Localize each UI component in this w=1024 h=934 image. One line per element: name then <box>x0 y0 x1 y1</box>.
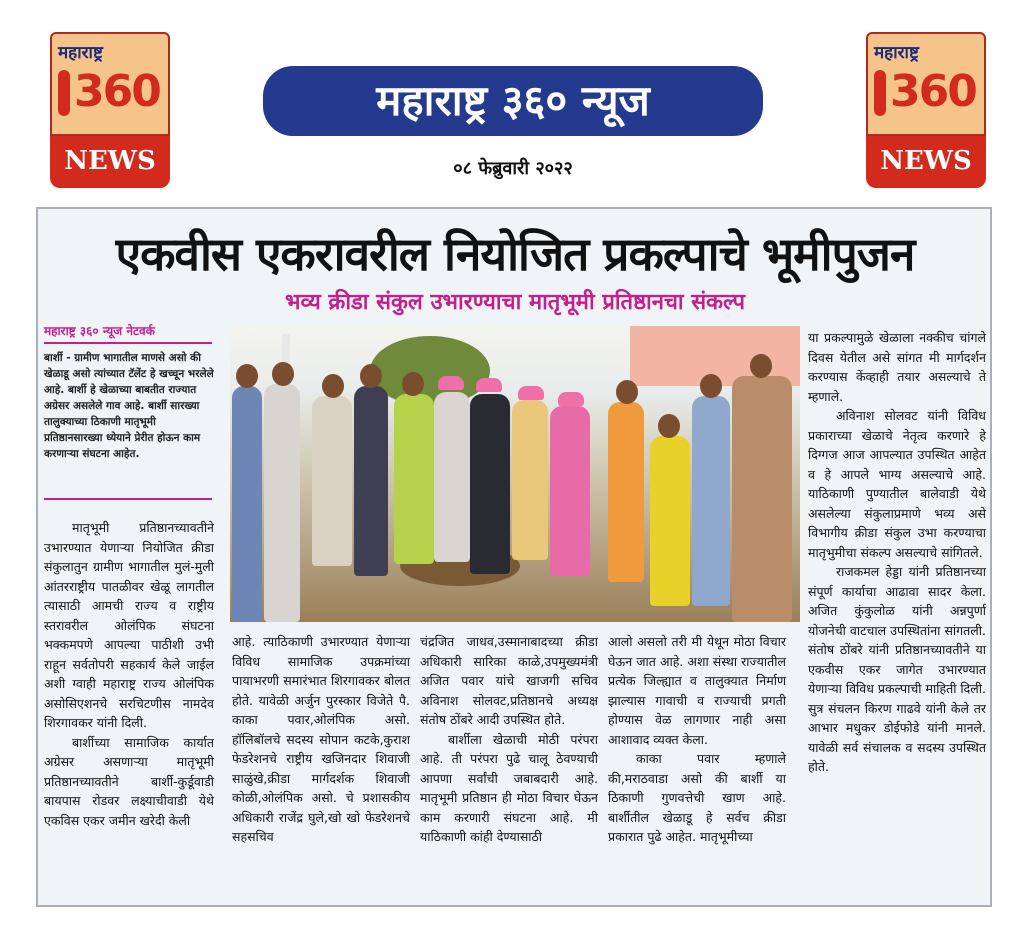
logo-right <box>866 32 986 188</box>
event-photo <box>230 326 800 622</box>
photo-person <box>692 396 730 606</box>
paragraph: मातृभूमी प्रतिष्ठानच्यावतीने उभारण्यात येणाऱ्या नियोजित क्रीडा संकुलातुन ग्रामीण भागातील मुलं-मुली आंतरराष्ट्रीय पातळीवर खेळू लागतील त्यासाठी आमची राज्य व राष्ट्रीय स्तरावरील ओलंपिक संघटना भक्कमपणे आपल्या पाठीशी उभी राहून सर्वतोपरी सहकार्य केले जाईल अशी ग्वाही महाराष्ट्र राज्य ओलंपिक असोसिएशनचे सरचिटणीस नामदेव शिरगावकर यांनी दिली. <box>44 520 214 730</box>
photo-person <box>394 394 434 564</box>
logo-bottom-panel <box>866 136 986 188</box>
logo-news-text: NEWS <box>64 146 156 176</box>
masthead-title: महाराष्ट्र ३६० न्यूज <box>263 66 763 136</box>
photo-person <box>608 402 644 582</box>
paragraph: चंद्रजित जाधव,उस्मानाबादच्या क्रीडा अधिकारी सारिका काळे,उपमुख्यमंत्री अजित पवार यांचे खाजगी सचिव अविनाश सोलवट,प्रतिष्ठानचे अध्यक्ष संतोष ठोंबरे आदी उपस्थित होते. <box>420 634 598 727</box>
logo-news-text: NEWS <box>880 146 972 176</box>
photo-head <box>272 362 294 386</box>
article-subheadline: भव्य क्रीडा संकुल उभारण्याचा मातृभूमी प्रतिष्ठानचा संकल्प <box>285 290 745 315</box>
issue-date: ०८ फेब्रुवारी २०२२ <box>453 158 573 179</box>
logo-left <box>50 32 170 188</box>
photo-person <box>312 396 352 566</box>
photo-head <box>750 354 772 378</box>
photo-person <box>550 406 590 576</box>
microphone-icon <box>874 70 886 116</box>
photo-head <box>236 364 258 388</box>
article-column-4 <box>608 632 786 847</box>
photo-head <box>360 364 382 388</box>
photo-head <box>658 414 680 438</box>
photo-person <box>434 392 470 562</box>
photo-person <box>650 436 690 606</box>
photo-head <box>402 372 424 396</box>
photo-person <box>232 386 262 622</box>
article-column-2 <box>232 632 410 847</box>
logo-number: 360 <box>74 66 160 117</box>
photo-turban <box>476 378 502 392</box>
logo-number: 360 <box>890 66 976 117</box>
article-column-5 <box>808 328 986 777</box>
paragraph: राजकमल हेड्डा यांनी प्रतिष्ठानच्या संपूर्ण कार्याचा आढावा सादर केला. अजित कुंकुलोळ यांनी अन्नपुर्णा योजनेची वाटचाल उपस्थितांना सांगतली. संतोष ठोंबरे यांनी प्रतिष्ठानच्यावतीने या एकवीस एकर जागेत उभारण्यात येणाऱ्या विविध प्रकल्पाची माहिती दिली. सुत्र संचलन किरण गाढवे यांनी केले तर आभार मधुकर डोईफोडे यांनी मानले. यावेळी सर्व संचालक व सदस्य उपस्थित होते. <box>808 564 986 774</box>
photo-turban <box>558 392 584 406</box>
photo-person <box>354 386 388 576</box>
logo-top-panel <box>866 32 986 136</box>
photo-head <box>700 374 722 398</box>
article-column-3 <box>420 632 598 847</box>
photo-person <box>512 400 548 560</box>
paragraph: आहे. त्याठिकाणी उभारण्यात येणाऱ्या विविध सामाजिक उपक्रमांच्या पायाभरणी समारंभात शिरगावकर बोलत होते. यावेळी अर्जुन पुरस्कार विजेते पै. काका पवार,ओलंपिक असो. हॉलिबॉलचे सदस्य सोपान कटके,कुराश फेडरेशनचे राष्ट्रीय खजिनदार शिवाजी साळुंखे,क्रीडा मार्गदर्शक शिवाजी कोळी,ओलंपिक असो. चे प्रशासकीय अधिकारी राजेंद्र घुले,खो खो फेडरेशनचे सहसचिव <box>232 634 410 844</box>
paragraph: आलो असलो तरी मी येथून मोठा विचार घेऊन जात आहे. अशा संस्था राज्यातील प्रत्येक जिल्ह्यात व तालुक्यात निर्माण झाल्यास गावाची व राज्याची प्रगती होण्यास वेळ लागणार नाही असा आशावाद व्यक्त केला. <box>608 634 786 747</box>
logo-top-text: महाराष्ट्र <box>58 43 103 63</box>
photo-person <box>470 394 510 574</box>
article-column-1 <box>44 518 214 830</box>
photo-head <box>322 374 344 398</box>
paragraph: बार्शीला खेळाची मोठी परंपरा आहे. ती परंपरा पुढे चालू ठेवण्याची आपणा सर्वांची जबाबदारी आहे. मातृभूमी प्रतिष्ठान ही मोठा विचार घेऊन काम करणारी संघटना आहे. मी याठिकाणी कांही देण्यासाठी <box>420 731 598 844</box>
byline: महाराष्ट्र ३६० न्यूज नेटवर्क <box>44 324 155 338</box>
photo-person <box>732 376 792 622</box>
microphone-icon <box>58 70 70 116</box>
photo-turban <box>438 376 464 390</box>
logo-top-text: महाराष्ट्र <box>874 43 919 63</box>
photo-person <box>264 384 300 622</box>
logo-bottom-panel <box>50 136 170 188</box>
article-headline: एकवीस एकरावरील नियोजित प्रकल्पाचे भूमीपुजन <box>115 227 915 281</box>
byline-rule-top <box>44 342 212 344</box>
paragraph: या प्रकल्पामुळे खेळाला नक्कीच चांगले दिवस येतील असे सांगत मी मार्गदर्शन करण्यास केंव्हाही तयार असल्याचे ते म्हणाले. <box>808 330 986 404</box>
logo-top-panel <box>50 32 170 136</box>
photo-tree <box>370 336 490 406</box>
photo-head <box>616 380 638 404</box>
photo-turban <box>518 386 544 400</box>
byline-rule-bottom <box>44 498 212 500</box>
paragraph: बार्शीच्या सामाजिक कार्यात अग्रेसर असणाऱ्या मातृभूमी प्रतिष्ठानच्यावतीने बार्शी-कुर्डूवाडी बायपास रोडवर लक्ष्याचीवाडी येथे एकविस एकर जमीन खरेदी केली <box>44 734 214 828</box>
paragraph: काका पवार म्हणाले की,मराठवाडा असो की बार्शी या ठिकाणी गुणवत्तेची खाण आहे. बार्शीतील खेळाडू हे सर्वच क्रीडा प्रकारात पुढे आहेत. मातृभूमीच्या <box>608 751 786 844</box>
paragraph: अविनाश सोलवट यांनी विविध प्रकाराच्या खेळाचे नेतृत्व करणारे हे दिग्गज आज आपल्यात उपस्थित आहेत व हे आपले भाग्य असल्याचे आहे. याठिकाणी पुण्यातील बालेवाडी येथे असलेल्या संकुलाप्रमाणे भव्य असे विभागीय क्रीडा संकुल उभा करण्याचा मातृभुमीचा संकल्प असल्याचे सांगितले. <box>808 408 986 560</box>
intro-summary: बार्शी - ग्रामीण भागातील माणसे असो की खेळाडू असो त्यांच्यात टॅलेंट हे खच्चून भरलेले आहे. बार्शी हे खेळाच्या बाबतीत राज्यात अग्रेसर असलेले गाव आहे. बार्शी सारख्या तालुक्याच्या ठिकाणी मातृभूमी प्रतिष्ठानसारख्या ध्येयाने प्रेरीत होऊन काम करणाऱ्या संघटना आहेत. <box>44 352 214 460</box>
